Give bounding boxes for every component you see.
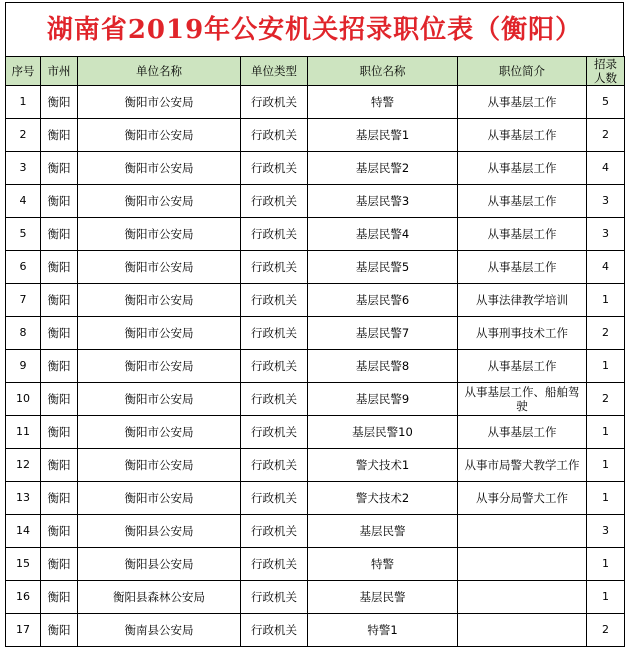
cell-count: 1 (587, 548, 625, 581)
cell-intro-text: 从事市局警犬教学工作 (464, 458, 580, 472)
cell-count: 1 (587, 581, 625, 614)
table-row (6, 449, 625, 482)
cell-position: 警犬技术2 (308, 482, 458, 515)
cell-unit: 衡阳市公安局 (78, 350, 241, 383)
positions-table (5, 56, 625, 647)
cell-type: 行政机关 (241, 383, 308, 416)
col-header-type: 单位类型 (241, 57, 308, 86)
cell-intro (458, 581, 587, 614)
cell-position: 基层民警7 (308, 317, 458, 350)
cell-type: 行政机关 (241, 218, 308, 251)
cell-count: 3 (587, 185, 625, 218)
col-header-unit: 单位名称 (78, 57, 241, 86)
cell-count: 1 (587, 350, 625, 383)
cell-count: 2 (587, 383, 625, 416)
cell-position: 特警 (308, 86, 458, 119)
cell-intro-text: 从事基层工作、船舶驾驶 (464, 385, 580, 413)
cell-city: 衡阳 (41, 284, 78, 317)
cell-city: 衡阳 (41, 614, 78, 647)
cell-position: 基层民警 (308, 581, 458, 614)
cell-intro (458, 218, 587, 251)
cell-count: 2 (587, 614, 625, 647)
cell-type: 行政机关 (241, 350, 308, 383)
cell-no: 9 (6, 350, 41, 383)
cell-position: 基层民警4 (308, 218, 458, 251)
cell-no: 3 (6, 152, 41, 185)
cell-position: 特警1 (308, 614, 458, 647)
table-header (6, 57, 625, 86)
cell-type: 行政机关 (241, 449, 308, 482)
col-header-intro: 职位简介 (458, 57, 587, 86)
cell-position: 基层民警 (308, 515, 458, 548)
cell-unit: 衡阳市公安局 (78, 86, 241, 119)
cell-type: 行政机关 (241, 482, 308, 515)
cell-city: 衡阳 (41, 218, 78, 251)
cell-no: 7 (6, 284, 41, 317)
header-row (6, 57, 625, 86)
table-row (6, 218, 625, 251)
cell-intro-text: 从事基层工作 (487, 95, 557, 109)
cell-type: 行政机关 (241, 548, 308, 581)
cell-intro-text: 从事基层工作 (487, 128, 557, 142)
table-row (6, 614, 625, 647)
cell-type: 行政机关 (241, 515, 308, 548)
cell-position: 基层民警9 (308, 383, 458, 416)
cell-count: 3 (587, 218, 625, 251)
cell-unit: 衡阳市公安局 (78, 383, 241, 416)
cell-unit: 衡阳市公安局 (78, 119, 241, 152)
cell-city: 衡阳 (41, 515, 78, 548)
col-header-count (587, 57, 625, 86)
cell-unit: 衡阳县公安局 (78, 515, 241, 548)
cell-position: 警犬技术1 (308, 449, 458, 482)
cell-type: 行政机关 (241, 614, 308, 647)
table-row (6, 581, 625, 614)
cell-no: 11 (6, 416, 41, 449)
cell-intro (458, 251, 587, 284)
cell-intro (458, 284, 587, 317)
cell-no: 6 (6, 251, 41, 284)
col-header-no: 序号 (6, 57, 41, 86)
cell-count: 1 (587, 284, 625, 317)
cell-unit: 衡阳市公安局 (78, 218, 241, 251)
col-header-count-label: 招录人数 (594, 57, 617, 85)
table-row (6, 350, 625, 383)
cell-intro-text: 从事法律教学培训 (476, 293, 568, 307)
cell-intro-text: 从事基层工作 (487, 227, 557, 241)
table-row (6, 185, 625, 218)
table-body (6, 86, 625, 647)
cell-position: 基层民警10 (308, 416, 458, 449)
table-row (6, 482, 625, 515)
cell-count: 2 (587, 119, 625, 152)
cell-intro-text: 从事刑事技术工作 (476, 326, 568, 340)
cell-count: 1 (587, 416, 625, 449)
cell-position: 基层民警1 (308, 119, 458, 152)
cell-position: 基层民警8 (308, 350, 458, 383)
cell-unit: 衡阳市公安局 (78, 449, 241, 482)
cell-intro (458, 449, 587, 482)
cell-intro (458, 548, 587, 581)
table-row (6, 119, 625, 152)
cell-position: 基层民警6 (308, 284, 458, 317)
table-row (6, 284, 625, 317)
cell-type: 行政机关 (241, 119, 308, 152)
cell-count: 4 (587, 251, 625, 284)
cell-unit: 衡阳市公安局 (78, 185, 241, 218)
cell-no: 4 (6, 185, 41, 218)
cell-unit: 衡阳市公安局 (78, 152, 241, 185)
cell-intro (458, 185, 587, 218)
page-title: 湖南省2019年公安机关招录职位表（衡阳） (5, 2, 624, 56)
cell-intro (458, 482, 587, 515)
cell-unit: 衡阳市公安局 (78, 416, 241, 449)
table-row (6, 548, 625, 581)
cell-unit: 衡阳市公安局 (78, 482, 241, 515)
col-header-position: 职位名称 (308, 57, 458, 86)
cell-count: 1 (587, 482, 625, 515)
cell-type: 行政机关 (241, 152, 308, 185)
cell-position: 特警 (308, 548, 458, 581)
table-row (6, 383, 625, 416)
cell-count: 2 (587, 317, 625, 350)
cell-intro-text: 从事基层工作 (487, 161, 557, 175)
cell-unit: 衡南县公安局 (78, 614, 241, 647)
cell-intro (458, 416, 587, 449)
cell-no: 17 (6, 614, 41, 647)
cell-intro-text: 从事分局警犬工作 (476, 491, 568, 505)
cell-no: 16 (6, 581, 41, 614)
cell-count: 1 (587, 449, 625, 482)
col-header-city: 市州 (41, 57, 78, 86)
cell-type: 行政机关 (241, 416, 308, 449)
table-row (6, 86, 625, 119)
cell-intro-text: 从事基层工作 (487, 425, 557, 439)
table-row (6, 152, 625, 185)
cell-city: 衡阳 (41, 119, 78, 152)
cell-unit: 衡阳县公安局 (78, 548, 241, 581)
cell-no: 10 (6, 383, 41, 416)
cell-type: 行政机关 (241, 284, 308, 317)
cell-unit: 衡阳县森林公安局 (78, 581, 241, 614)
cell-city: 衡阳 (41, 449, 78, 482)
cell-unit: 衡阳市公安局 (78, 251, 241, 284)
cell-intro-text: 从事基层工作 (487, 194, 557, 208)
cell-city: 衡阳 (41, 548, 78, 581)
cell-type: 行政机关 (241, 86, 308, 119)
cell-intro (458, 119, 587, 152)
cell-intro (458, 350, 587, 383)
cell-intro (458, 317, 587, 350)
cell-unit: 衡阳市公安局 (78, 317, 241, 350)
cell-city: 衡阳 (41, 317, 78, 350)
cell-no: 1 (6, 86, 41, 119)
table-row (6, 515, 625, 548)
cell-no: 8 (6, 317, 41, 350)
cell-intro (458, 515, 587, 548)
cell-intro (458, 152, 587, 185)
cell-position: 基层民警2 (308, 152, 458, 185)
cell-count: 4 (587, 152, 625, 185)
cell-city: 衡阳 (41, 86, 78, 119)
cell-no: 2 (6, 119, 41, 152)
cell-intro-text: 从事基层工作 (487, 359, 557, 373)
cell-count: 5 (587, 86, 625, 119)
table-row (6, 251, 625, 284)
cell-intro (458, 383, 587, 416)
cell-no: 13 (6, 482, 41, 515)
cell-city: 衡阳 (41, 251, 78, 284)
cell-city: 衡阳 (41, 383, 78, 416)
cell-type: 行政机关 (241, 317, 308, 350)
cell-city: 衡阳 (41, 482, 78, 515)
cell-unit: 衡阳市公安局 (78, 284, 241, 317)
cell-city: 衡阳 (41, 350, 78, 383)
cell-no: 15 (6, 548, 41, 581)
cell-no: 14 (6, 515, 41, 548)
cell-no: 5 (6, 218, 41, 251)
cell-city: 衡阳 (41, 416, 78, 449)
cell-no: 12 (6, 449, 41, 482)
cell-position: 基层民警3 (308, 185, 458, 218)
cell-city: 衡阳 (41, 185, 78, 218)
table-row (6, 317, 625, 350)
cell-city: 衡阳 (41, 581, 78, 614)
cell-type: 行政机关 (241, 581, 308, 614)
cell-intro-text: 从事基层工作 (487, 260, 557, 274)
cell-position: 基层民警5 (308, 251, 458, 284)
cell-intro (458, 86, 587, 119)
table-row (6, 416, 625, 449)
cell-type: 行政机关 (241, 185, 308, 218)
cell-count: 3 (587, 515, 625, 548)
cell-type: 行政机关 (241, 251, 308, 284)
cell-intro (458, 614, 587, 647)
cell-city: 衡阳 (41, 152, 78, 185)
